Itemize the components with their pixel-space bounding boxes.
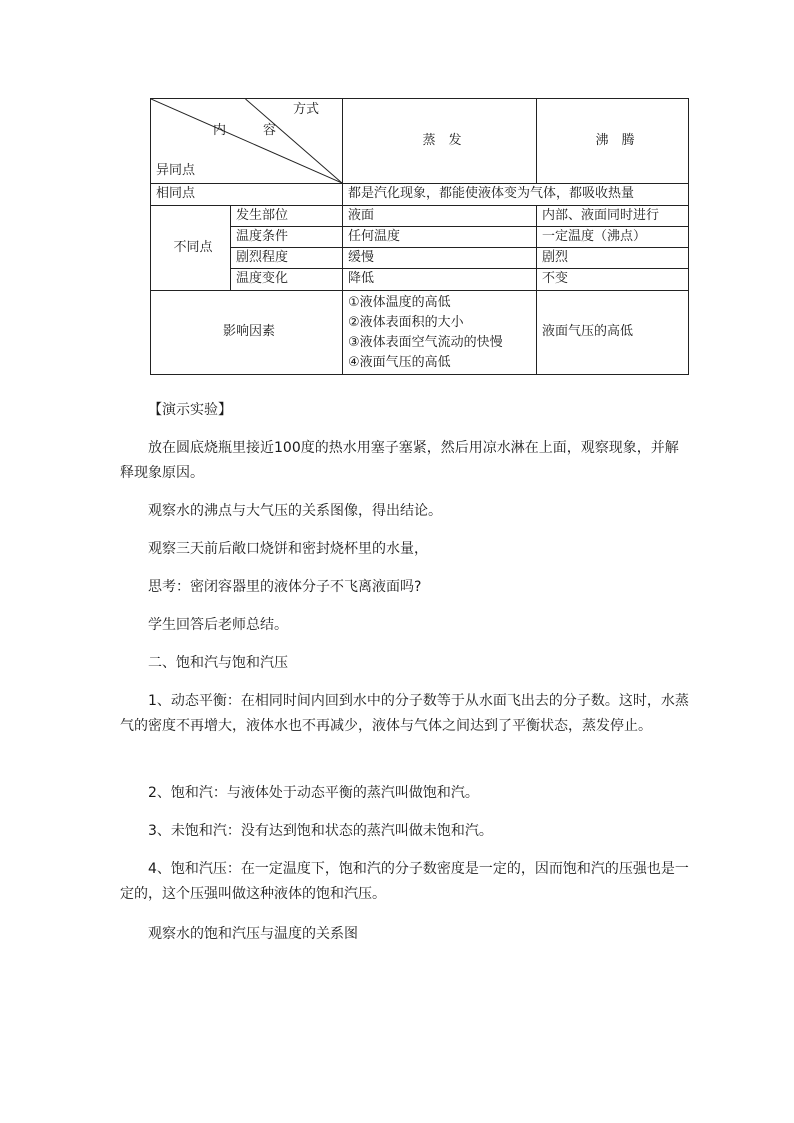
header-method-label: 方式	[293, 102, 320, 117]
factor-item: ④液面气压的高低	[348, 354, 451, 370]
common-label: 相同点	[151, 184, 343, 206]
header-evaporation: 蒸 发	[343, 99, 537, 184]
paragraph: 思考：密闭容器里的液体分子不飞离液面吗?	[148, 579, 422, 595]
table-header-row	[151, 99, 689, 184]
factor-item: ②液体表面积的大小	[348, 314, 464, 330]
common-row	[151, 184, 689, 206]
difference-aspect: 发生部位	[231, 206, 343, 227]
difference-aspect: 温度条件	[231, 227, 343, 248]
paragraph: 3、未饱和汽：没有达到饱和状态的蒸汽叫做未饱和汽。	[148, 823, 493, 839]
paragraph: 观察三天前后敞口烧饼和密封烧杯里的水量，	[148, 541, 428, 557]
difference-aspect: 温度变化	[231, 269, 343, 291]
section-heading-demo: 【演示实验】	[148, 402, 232, 418]
paragraph: 2、饱和汽：与液体处于动态平衡的蒸汽叫做饱和汽。	[148, 785, 479, 801]
comparison-table	[150, 98, 689, 375]
difference-boiling: 一定温度（沸点）	[537, 227, 689, 248]
factors-evaporation-cell	[343, 291, 537, 375]
header-boiling: 沸 腾	[537, 99, 689, 184]
difference-row	[151, 248, 689, 269]
difference-boiling: 剧烈	[537, 248, 689, 269]
header-content-label-1: 内	[213, 123, 227, 138]
paragraph: 观察水的饱和汽压与温度的关系图	[148, 926, 358, 942]
section-heading: 二、饱和汽与饱和汽压	[148, 655, 288, 671]
paragraph: 4、饱和汽压：在一定温度下，饱和汽的分子数密度是一定的，因而饱和汽的压强也是一定的，这个压强叫做这种液体的饱和汽压。	[120, 861, 689, 902]
paragraph: 1、动态平衡：在相同时间内回到水中的分子数等于从水面飞出去的分子数。这时，水蒸气的密度不再增大，液体水也不再减少，液体与气体之间达到了平衡状态，蒸发停止。	[120, 693, 689, 734]
difference-row	[151, 227, 689, 248]
difference-boiling: 内部、液面同时进行	[537, 206, 689, 227]
difference-row	[151, 206, 689, 227]
factor-item: ①液体温度的高低	[348, 294, 451, 310]
difference-evaporation: 缓慢	[343, 248, 537, 269]
factors-label: 影响因素	[151, 291, 343, 375]
difference-aspect: 剧烈程度	[231, 248, 343, 269]
factors-row	[151, 291, 689, 375]
differences-label: 不同点	[151, 206, 231, 291]
difference-row	[151, 269, 689, 291]
paragraph: 观察水的沸点与大气压的关系图像，得出结论。	[148, 503, 442, 519]
difference-evaporation: 任何温度	[343, 227, 537, 248]
difference-evaporation: 降低	[343, 269, 537, 291]
header-similarity-label: 异同点	[156, 163, 196, 178]
header-content-label-2: 容	[263, 123, 277, 138]
difference-evaporation: 液面	[343, 206, 537, 227]
difference-boiling: 不变	[537, 269, 689, 291]
factor-item: ③液体表面空气流动的快慢	[348, 334, 503, 350]
factors-boiling: 液面气压的高低	[537, 291, 689, 375]
diagonal-header-cell	[151, 99, 343, 184]
comparison-table-container	[150, 98, 688, 375]
common-text: 都是汽化现象，都能使液体变为气体，都吸收热量	[343, 184, 689, 206]
paragraph: 放在圆底烧瓶里接近100度的热水用塞子塞紧，然后用凉水淋在上面，观察现象，并解释现象原因。	[120, 440, 679, 481]
paragraph: 学生回答后老师总结。	[148, 617, 288, 633]
